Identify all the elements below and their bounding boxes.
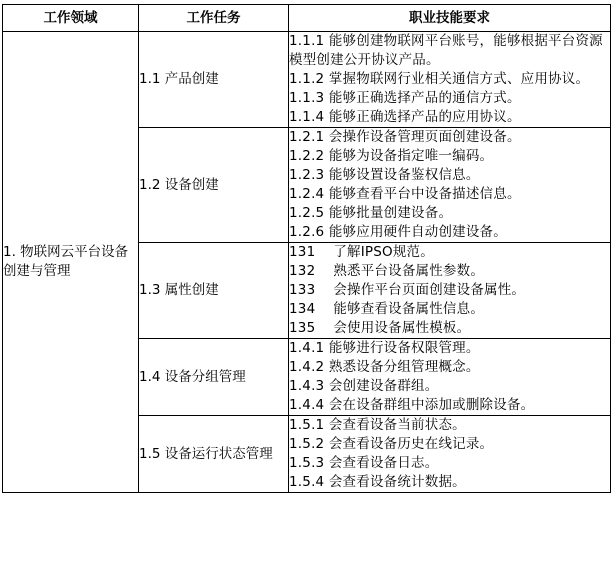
skill-item: 1.1.3 能够正确选择产品的通信方式。 bbox=[289, 90, 521, 106]
task-cell-1-2: 1.2 设备创建 bbox=[139, 128, 289, 243]
skill-item: 1.1.1 能够创建物联网平台账号，能够根据平台资源模型创建公开协议产品。 bbox=[289, 33, 603, 68]
skill-item: 1.5.3 会查看设备日志。 bbox=[289, 455, 439, 471]
work-domain-cell: 1. 物联网云平台设备创建与管理 bbox=[3, 32, 139, 493]
header-work-task: 工作任务 bbox=[139, 5, 289, 32]
header-row bbox=[3, 5, 611, 32]
skills-cell-1-3 bbox=[289, 243, 611, 339]
task-cell-1-3: 1.3 属性创建 bbox=[139, 243, 289, 339]
skill-item: 1.1.4 能够正确选择产品的应用协议。 bbox=[289, 109, 521, 125]
skill-item: 1.2.4 能够查看平台中设备描述信息。 bbox=[289, 186, 521, 202]
skills-cell-1-2 bbox=[289, 128, 611, 243]
task-cell-1-5: 1.5 设备运行状态管理 bbox=[139, 416, 289, 493]
skill-item: 134 能够查看设备属性信息。 bbox=[289, 301, 485, 317]
skills-cell-1-5 bbox=[289, 416, 611, 493]
skill-item: 1.2.6 能够应用硬件自动创建设备。 bbox=[289, 224, 507, 240]
skill-item: 133 会操作平台页面创建设备属性。 bbox=[289, 282, 526, 298]
task-cell-1-1: 1.1 产品创建 bbox=[139, 32, 289, 128]
skill-item: 1.2.1 会操作设备管理页面创建设备。 bbox=[289, 129, 521, 145]
skill-item: 1.5.1 会查看设备当前状态。 bbox=[289, 417, 466, 433]
header-work-domain: 工作领域 bbox=[3, 5, 139, 32]
skill-item: 132 熟悉平台设备属性参数。 bbox=[289, 263, 485, 279]
skill-item: 1.1.2 掌握物联网行业相关通信方式、应用协议。 bbox=[289, 71, 590, 87]
task-cell-1-4: 1.4 设备分组管理 bbox=[139, 339, 289, 416]
skill-item: 1.5.4 会查看设备统计数据。 bbox=[289, 474, 466, 490]
skill-item: 1.4.4 会在设备群组中添加或删除设备。 bbox=[289, 397, 535, 413]
header-skill-requirements: 职业技能要求 bbox=[289, 5, 611, 32]
skill-item: 1.2.5 能够批量创建设备。 bbox=[289, 205, 453, 221]
skill-item: 1.2.2 能够为设备指定唯一编码。 bbox=[289, 148, 494, 164]
skill-item: 1.4.1 能够进行设备权限管理。 bbox=[289, 340, 480, 356]
skill-item: 1.4.2 熟悉设备分组管理概念。 bbox=[289, 359, 480, 375]
skill-item: 1.5.2 会查看设备历史在线记录。 bbox=[289, 436, 494, 452]
skill-item: 1.4.3 会创建设备群组。 bbox=[289, 378, 439, 394]
skills-cell-1-1 bbox=[289, 32, 611, 128]
skill-item: 135 会使用设备属性模板。 bbox=[289, 320, 471, 336]
skills-cell-1-4 bbox=[289, 339, 611, 416]
task-row-1-1 bbox=[3, 32, 611, 128]
skills-table bbox=[2, 4, 611, 493]
skill-item: 131 了解IPSO规范。 bbox=[289, 244, 434, 260]
skill-item: 1.2.3 能够设置设备鉴权信息。 bbox=[289, 167, 480, 183]
